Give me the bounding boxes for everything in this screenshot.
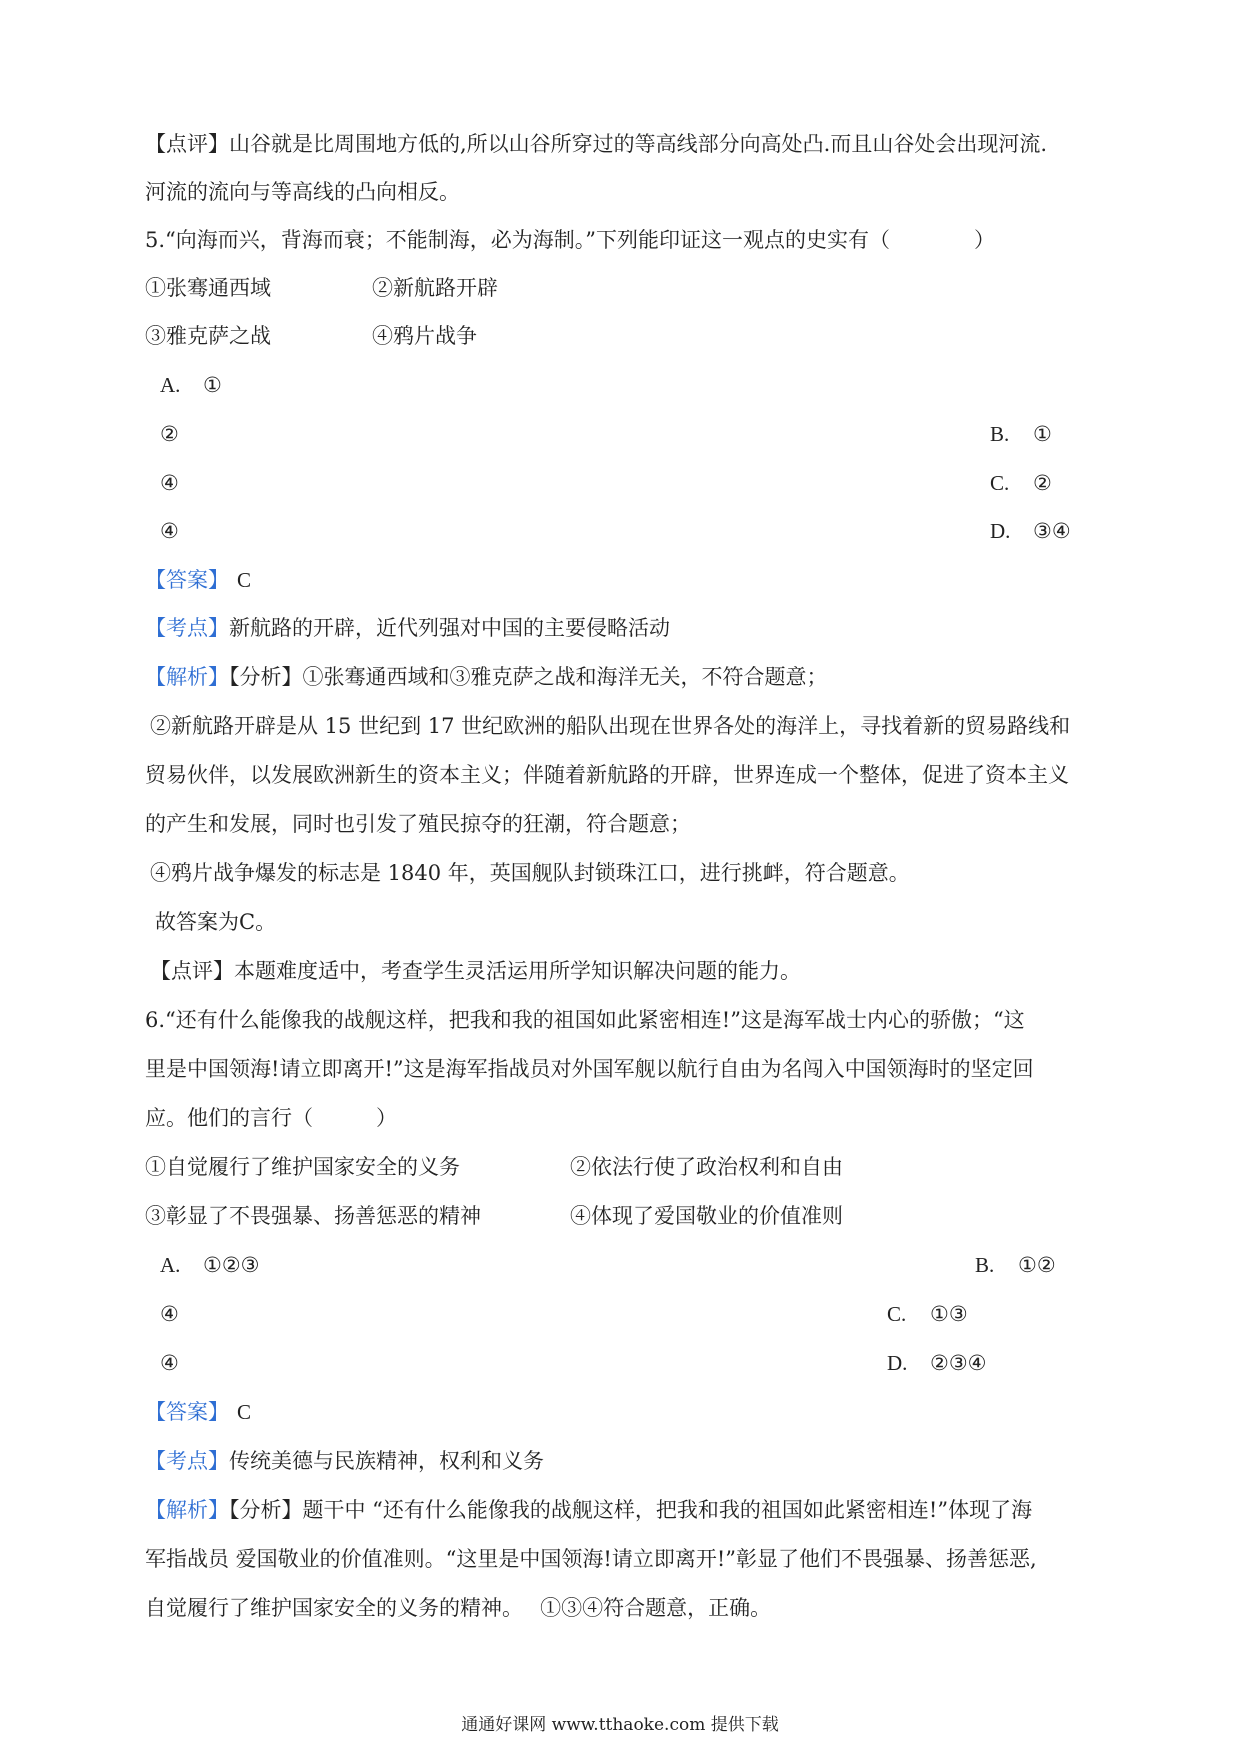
q5-answer: 【答案】 C (145, 568, 252, 592)
q5-kaodian: 【考点】新航路的开辟，近代列强对中国的主要侵略活动 (145, 616, 670, 640)
prev-review-tag: 【点评】 (145, 132, 229, 156)
q5-jiexi-line-1: 【解析】【分析】①张骞通西域和③雅克萨之战和海洋无关，不符合题意； (145, 665, 828, 689)
q6-kaodian-tag: 【考点】 (145, 1449, 229, 1473)
q5-option-b-label: B. (990, 422, 1010, 446)
q6-option-b-text: ①② (1018, 1253, 1056, 1277)
q6-item-3: ③彰显了不畏强暴、扬善惩恶的精神 (145, 1204, 481, 1228)
q5-option-a-text: ① (203, 373, 222, 397)
q6-item-1: ①自觉履行了维护国家安全的义务 (145, 1155, 460, 1179)
q6-answer: 【答案】 C (145, 1400, 252, 1424)
q6-jiexi-line-2: 军指战员 爱国敬业的价值准则。“这里是中国领海!请立即离开!”彰显了他们不畏强暴、扬善惩恶, (145, 1547, 1037, 1571)
q6-option-a-label: A. (160, 1253, 181, 1277)
page-footer: 通通好课网 www.tthaoke.com 提供下载 (461, 1715, 779, 1735)
q5-option-b-text: ① (1033, 422, 1052, 446)
q5-jiexi-tag: 【解析】 (145, 665, 229, 689)
q6-answer-tag: 【答案】 (145, 1400, 229, 1424)
q5-item-3: ③雅克萨之战 (145, 324, 271, 348)
q6-jiexi-tag: 【解析】 (145, 1498, 229, 1522)
q5-row2-left: ② (160, 422, 179, 446)
q5-item-1: ①张骞通西域 (145, 276, 271, 300)
q5-stem: 5.“向海而兴，背海而衰；不能制海，必为海制。”下列能印证这一观点的史实有（ ） (145, 228, 996, 252)
q5-option-d-text: ③④ (1033, 519, 1071, 543)
q6-option-c-label: C. (887, 1302, 907, 1326)
q5-jiexi-line-3: 贸易伙伴，以发展欧洲新生的资本主义；伴随着新航路的开辟，世界连成一个整体，促进了资本主义 (145, 763, 1069, 787)
q5-review: 【点评】本题难度适中，考查学生灵活运用所学知识解决问题的能力。 (150, 959, 801, 983)
q5-option-d-label: D. (990, 519, 1011, 543)
q6-option-d-text: ②③④ (930, 1351, 987, 1375)
q5-jiexi-line-2: ②新航路开辟是从 15 世纪到 17 世纪欧洲的船队出现在世界各处的海洋上，寻找着新的贸易路线和 (150, 714, 1071, 738)
q5-item-2: ②新航路开辟 (372, 276, 498, 300)
q6-item-2: ②依法行使了政治权利和自由 (570, 1155, 843, 1179)
prev-review-line-1: 【点评】山谷就是比周围地方低的,所以山谷所穿过的等高线部分向高处凸.而且山谷处会出现河流. (145, 132, 1048, 156)
q5-option-a-label: A. (160, 373, 181, 397)
q6-stem-line-2: 里是中国领海!请立即离开!”这是海军指战员对外国军舰以航行自由为名闯入中国领海时的坚定回 (145, 1057, 1034, 1081)
q5-kaodian-tag: 【考点】 (145, 616, 229, 640)
q6-jiexi-line-1: 【解析】【分析】题干中 “还有什么能像我的战舰这样，把我和我的祖国如此紧密相连!”体现了海 (145, 1498, 1033, 1522)
q5-jiexi-line-5: ④鸦片战争爆发的标志是 1840 年，英国舰队封锁珠江口，进行挑衅，符合题意。 (150, 861, 910, 885)
q5-jiexi-line-4: 的产生和发展，同时也引发了殖民掠夺的狂潮，符合题意； (145, 812, 691, 836)
q5-option-c-label: C. (990, 471, 1010, 495)
q6-stem-line-1: 6.“还有什么能像我的战舰这样，把我和我的祖国如此紧密相连!”这是海军战士内心的骄傲；“这 (145, 1008, 1025, 1032)
prev-review-line-2: 河流的流向与等高线的凸向相反。 (145, 180, 460, 204)
q6-option-c-text: ①③ (930, 1302, 968, 1326)
q6-option-d-label: D. (887, 1351, 908, 1375)
q5-answer-tag: 【答案】 (145, 568, 229, 592)
q5-option-c-text: ② (1033, 471, 1052, 495)
q5-item-4: ④鸦片战争 (372, 324, 477, 348)
q5-row4-left: ④ (160, 519, 179, 543)
q5-jiexi-line-6: 故答案为C。 (155, 910, 277, 934)
q6-kaodian: 【考点】传统美德与民族精神，权利和义务 (145, 1449, 544, 1473)
q6-row3-left: ④ (160, 1351, 179, 1375)
q6-option-a-text: ①②③ (203, 1253, 260, 1277)
q6-stem-line-3: 应。他们的言行（ ） (145, 1106, 397, 1130)
q6-item-4: ④体现了爱国敬业的价值准则 (570, 1204, 843, 1228)
q6-jiexi-line-3: 自觉履行了维护国家安全的义务的精神。 ①③④符合题意，正确。 (145, 1596, 772, 1620)
q6-row2-left: ④ (160, 1302, 179, 1326)
q5-row3-left: ④ (160, 471, 179, 495)
q6-option-b-label: B. (975, 1253, 995, 1277)
